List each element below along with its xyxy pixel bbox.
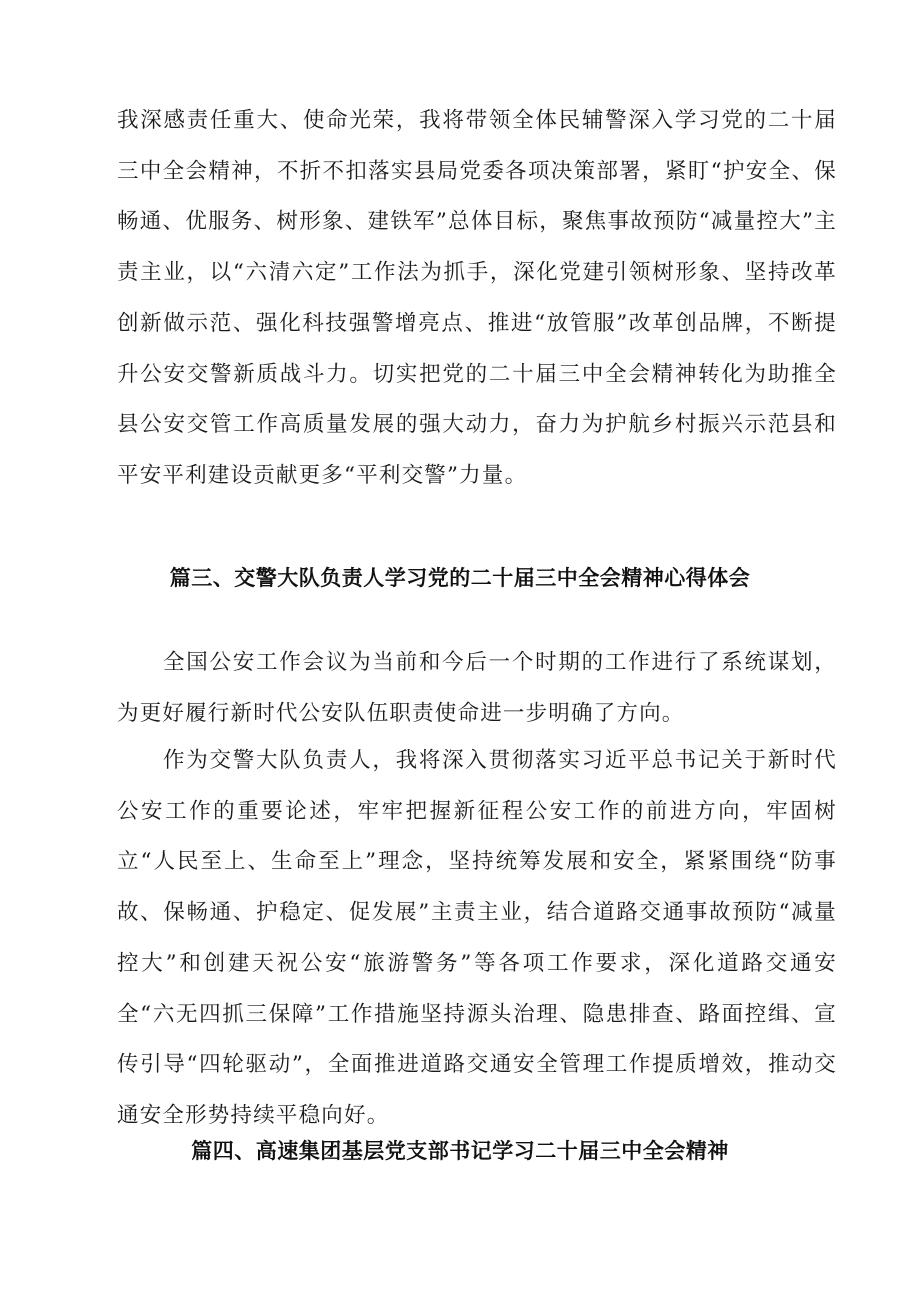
body-paragraph-2: 全国公安工作会议为当前和今后一个时期的工作进行了系统谋划，为更好履行新时代公安队伍职责使命进一步明确了方向。 [117,650,837,726]
section-heading-3: 篇三、交警大队负责人学习党的二十届三中全会精神心得体会 [169,566,751,590]
body-paragraph-1: 我深感责任重大、使命光荣，我将带领全体民辅警深入学习党的二十届三中全会精神，不折不扣落实县局党委各项决策部署，紧盯“护安全、保畅通、优服务、树形象、建铁军”总体目标，聚焦事故预防“减量控大”主责主业，以“六清六定”工作法为抓手，深化党建引领树形象、坚持改革创新做示范、强化科技强警增亮点、推进“放管服”改革创品牌，不断提升公安交警新质战斗力。切实把党的二十届三中全会精神转化为助推全县公安交管工作高质量发展的强大动力，奋力为护航乡村振兴示范县和平安平利建设贡献更多“平利交警”力量。 [117,108,837,488]
body-paragraph-3: 作为交警大队负责人，我将深入贯彻落实习近平总书记关于新时代公安工作的重要论述，牢牢把握新征程公安工作的前进方向，牢固树立“人民至上、生命至上”理念，坚持统筹发展和安全，紧紧围绕“防事故、保畅通、护稳定、促发展”主责主业，结合道路交通事故预防“减量控大”和创建天祝公安“旅游警务”等各项工作要求，深化道路交通安全“六无四抓三保障”工作措施坚持源头治理、隐患排查、路面控缉、宣传引导“四轮驱动”，全面推进道路交通安全管理工作提质增效，推动交通安全形势持续平稳向好。 [117,748,837,1128]
section-heading-4: 篇四、高速集团基层党支部书记学习二十届三中全会精神 [191,1139,729,1163]
